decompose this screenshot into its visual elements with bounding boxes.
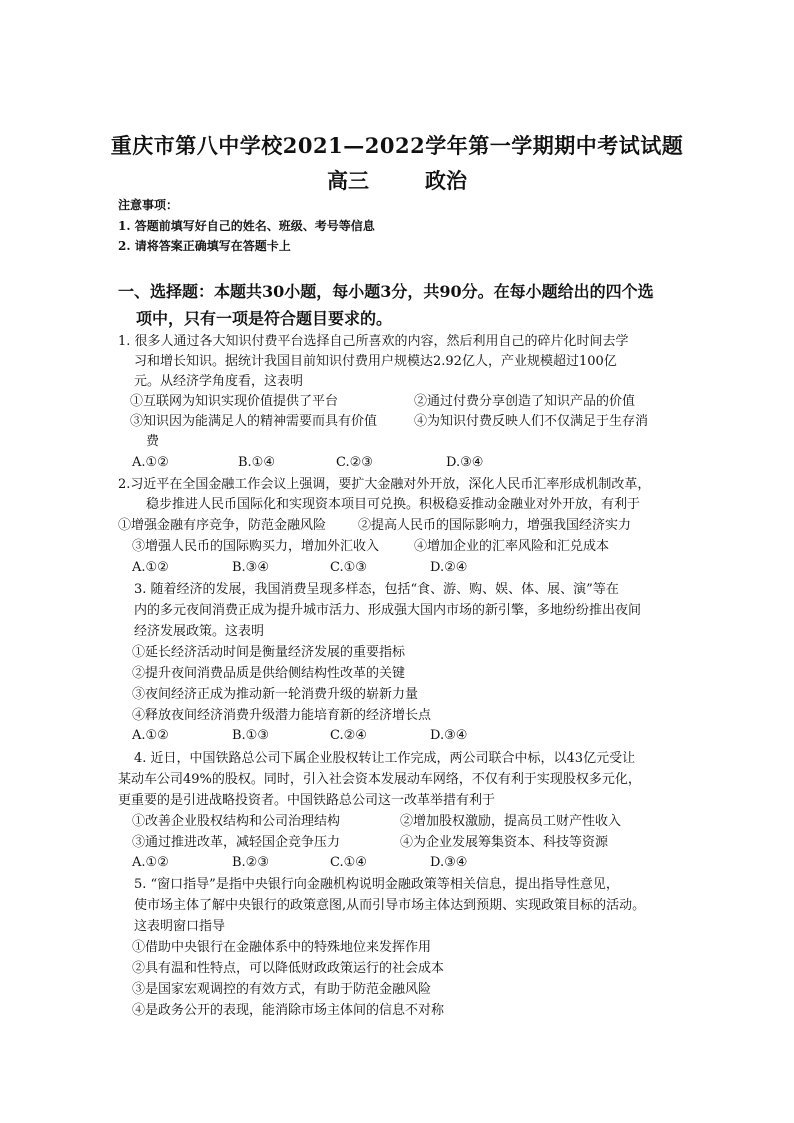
option-d: D.③④: [430, 855, 468, 870]
exam-title: 重庆市第八中学校2021—2022学年第一学期期中考试试题: [110, 133, 684, 158]
question-2-statement: ②提高人民币的国际影响力，增强我国经济实力: [358, 518, 632, 533]
question-4-statement: ①改善企业股权结构和公司治理结构: [132, 814, 341, 829]
option-d: D.③④: [430, 728, 468, 743]
notice-heading: 注意事项：: [118, 198, 179, 212]
question-5-statement: ④是政务公开的表现，能消除市场主体间的信息不对称: [132, 1003, 445, 1018]
section-heading-cont: 项中，只有一项是符合题目要求的。: [136, 309, 393, 328]
option-b: B.③④: [232, 560, 269, 575]
question-1-text: 1. 很多人通过各大知识付费平台选择自己所喜欢的内容，然后利用自己的碎片化时间去学: [118, 334, 629, 349]
question-1-statement: ①互联网为知识实现价值提供了平台: [130, 394, 339, 409]
question-4-statement: ②增加股权激励，提高员工财产性收入: [400, 814, 622, 829]
question-2-text: 稳步推进人民币国际化和实现资本项目可兑换。积极稳妥推动金融业对外开放，有利于: [146, 497, 641, 512]
question-4-statement: ④为企业发展筹集资本、科技等资源: [400, 835, 609, 850]
question-3-statement: ④释放夜间经济消费升级潜力能培育新的经济增长点: [132, 708, 432, 723]
question-5-text: 使市场主体了解中央银行的政策意图,从而引导市场主体达到预期、实现政策目标的活动。: [134, 898, 646, 913]
option-b: B.①④: [238, 455, 275, 470]
question-1-statement: 费: [146, 434, 160, 449]
question-2-statement: ③增强人民币的国际购买力，增加外汇收入: [132, 539, 380, 554]
question-3-statement: ①延长经济活动时间是衡量经济发展的重要指标: [132, 645, 406, 660]
question-1-text: 习和增长知识。据统计我国目前知识付费用户规模达2.92亿人，产业规模超过100亿: [134, 354, 617, 369]
option-c: C.②③: [336, 455, 373, 470]
option-d: D.③④: [446, 455, 484, 470]
question-5-text: 这表明窗口指导: [134, 919, 226, 934]
option-a: A.①②: [132, 560, 169, 575]
question-5-text: 5. “窗口指导”是指中央银行向金融机构说明金融政策等相关信息，提出指导性意见，: [134, 877, 619, 892]
option-b: B.②③: [232, 855, 269, 870]
question-4-text: 更重要的是引进战略投资者。中国铁路总公司这一改革举措有利于: [118, 793, 496, 808]
question-2-statement: ④增加企业的汇率风险和汇兑成本: [414, 539, 610, 554]
question-5-statement: ②具有温和性特点，可以降低财政政策运行的社会成本: [132, 961, 445, 976]
option-a: A.①②: [132, 455, 169, 470]
question-5-statement: ①借助中央银行在金融体系中的特殊地位来发挥作用: [132, 940, 432, 955]
option-d: D.②④: [430, 560, 468, 575]
notice-item: 1. 答题前填写好自己的姓名、班级、考号等信息: [118, 219, 375, 233]
question-3-text: 经济发展政策。这表明: [134, 624, 265, 639]
question-3-statement: ②提升夜间消费品质是供给侧结构性改革的关键: [132, 666, 406, 681]
question-3-statement: ③夜间经济正成为推动新一轮消费升级的崭新力量: [132, 687, 419, 702]
question-3-text: 3. 随着经济的发展，我国消费呈现多样态，包括“食、游、购、娱、体、展、演”等在: [134, 582, 619, 597]
question-1-statement: ③知识因为能满足人的精神需要而具有价值: [130, 414, 378, 429]
question-4-text: 某动车公司49%的股权。同时，引入社会资本发展动车网络，不仅有利于实现股权多元化，: [118, 772, 641, 787]
question-2-text: 2.习近平在全国金融工作会议上强调，要扩大金融对外开放，深化人民币汇率形成机制改革，: [118, 477, 651, 492]
option-b: B.①③: [232, 728, 269, 743]
question-1-statement: ④为知识付费反映人们不仅满足于生存消: [414, 414, 649, 429]
question-4-text: 4. 近日，中国铁路总公司下属企业股权转让工作完成，两公司联合中标，以43亿元受让: [134, 751, 636, 766]
question-5-statement: ③是国家宏观调控的有效方式，有助于防范金融风险: [132, 982, 432, 997]
option-c: C.②④: [330, 728, 367, 743]
question-2-statement: ①增强金融有序竞争，防范金融风险: [118, 518, 327, 533]
exam-subtitle: [0, 165, 794, 195]
question-3-text: 内的多元夜间消费正成为提升城市活力、形成强大国内市场的新引擎，多地纷纷推出夜间: [134, 603, 642, 618]
option-c: C.①④: [330, 855, 367, 870]
section-heading: 一、选择题：本题共30小题，每小题3分，共90分。在每小题给出的四个选: [118, 282, 654, 301]
notice-item: 2. 请将答案正确填写在答题卡上: [118, 239, 291, 253]
option-c: C.①③: [330, 560, 367, 575]
option-a: A.①②: [132, 728, 169, 743]
option-a: A.①②: [132, 855, 169, 870]
subject-label: 政治: [425, 168, 467, 193]
grade-label: 高三: [327, 168, 369, 193]
question-4-statement: ③通过推进改革，减轻国企竞争压力: [132, 835, 341, 850]
question-1-text: 元。从经济学角度看，这表明: [134, 374, 304, 389]
question-1-statement: ②通过付费分享创造了知识产品的价值: [414, 394, 636, 409]
